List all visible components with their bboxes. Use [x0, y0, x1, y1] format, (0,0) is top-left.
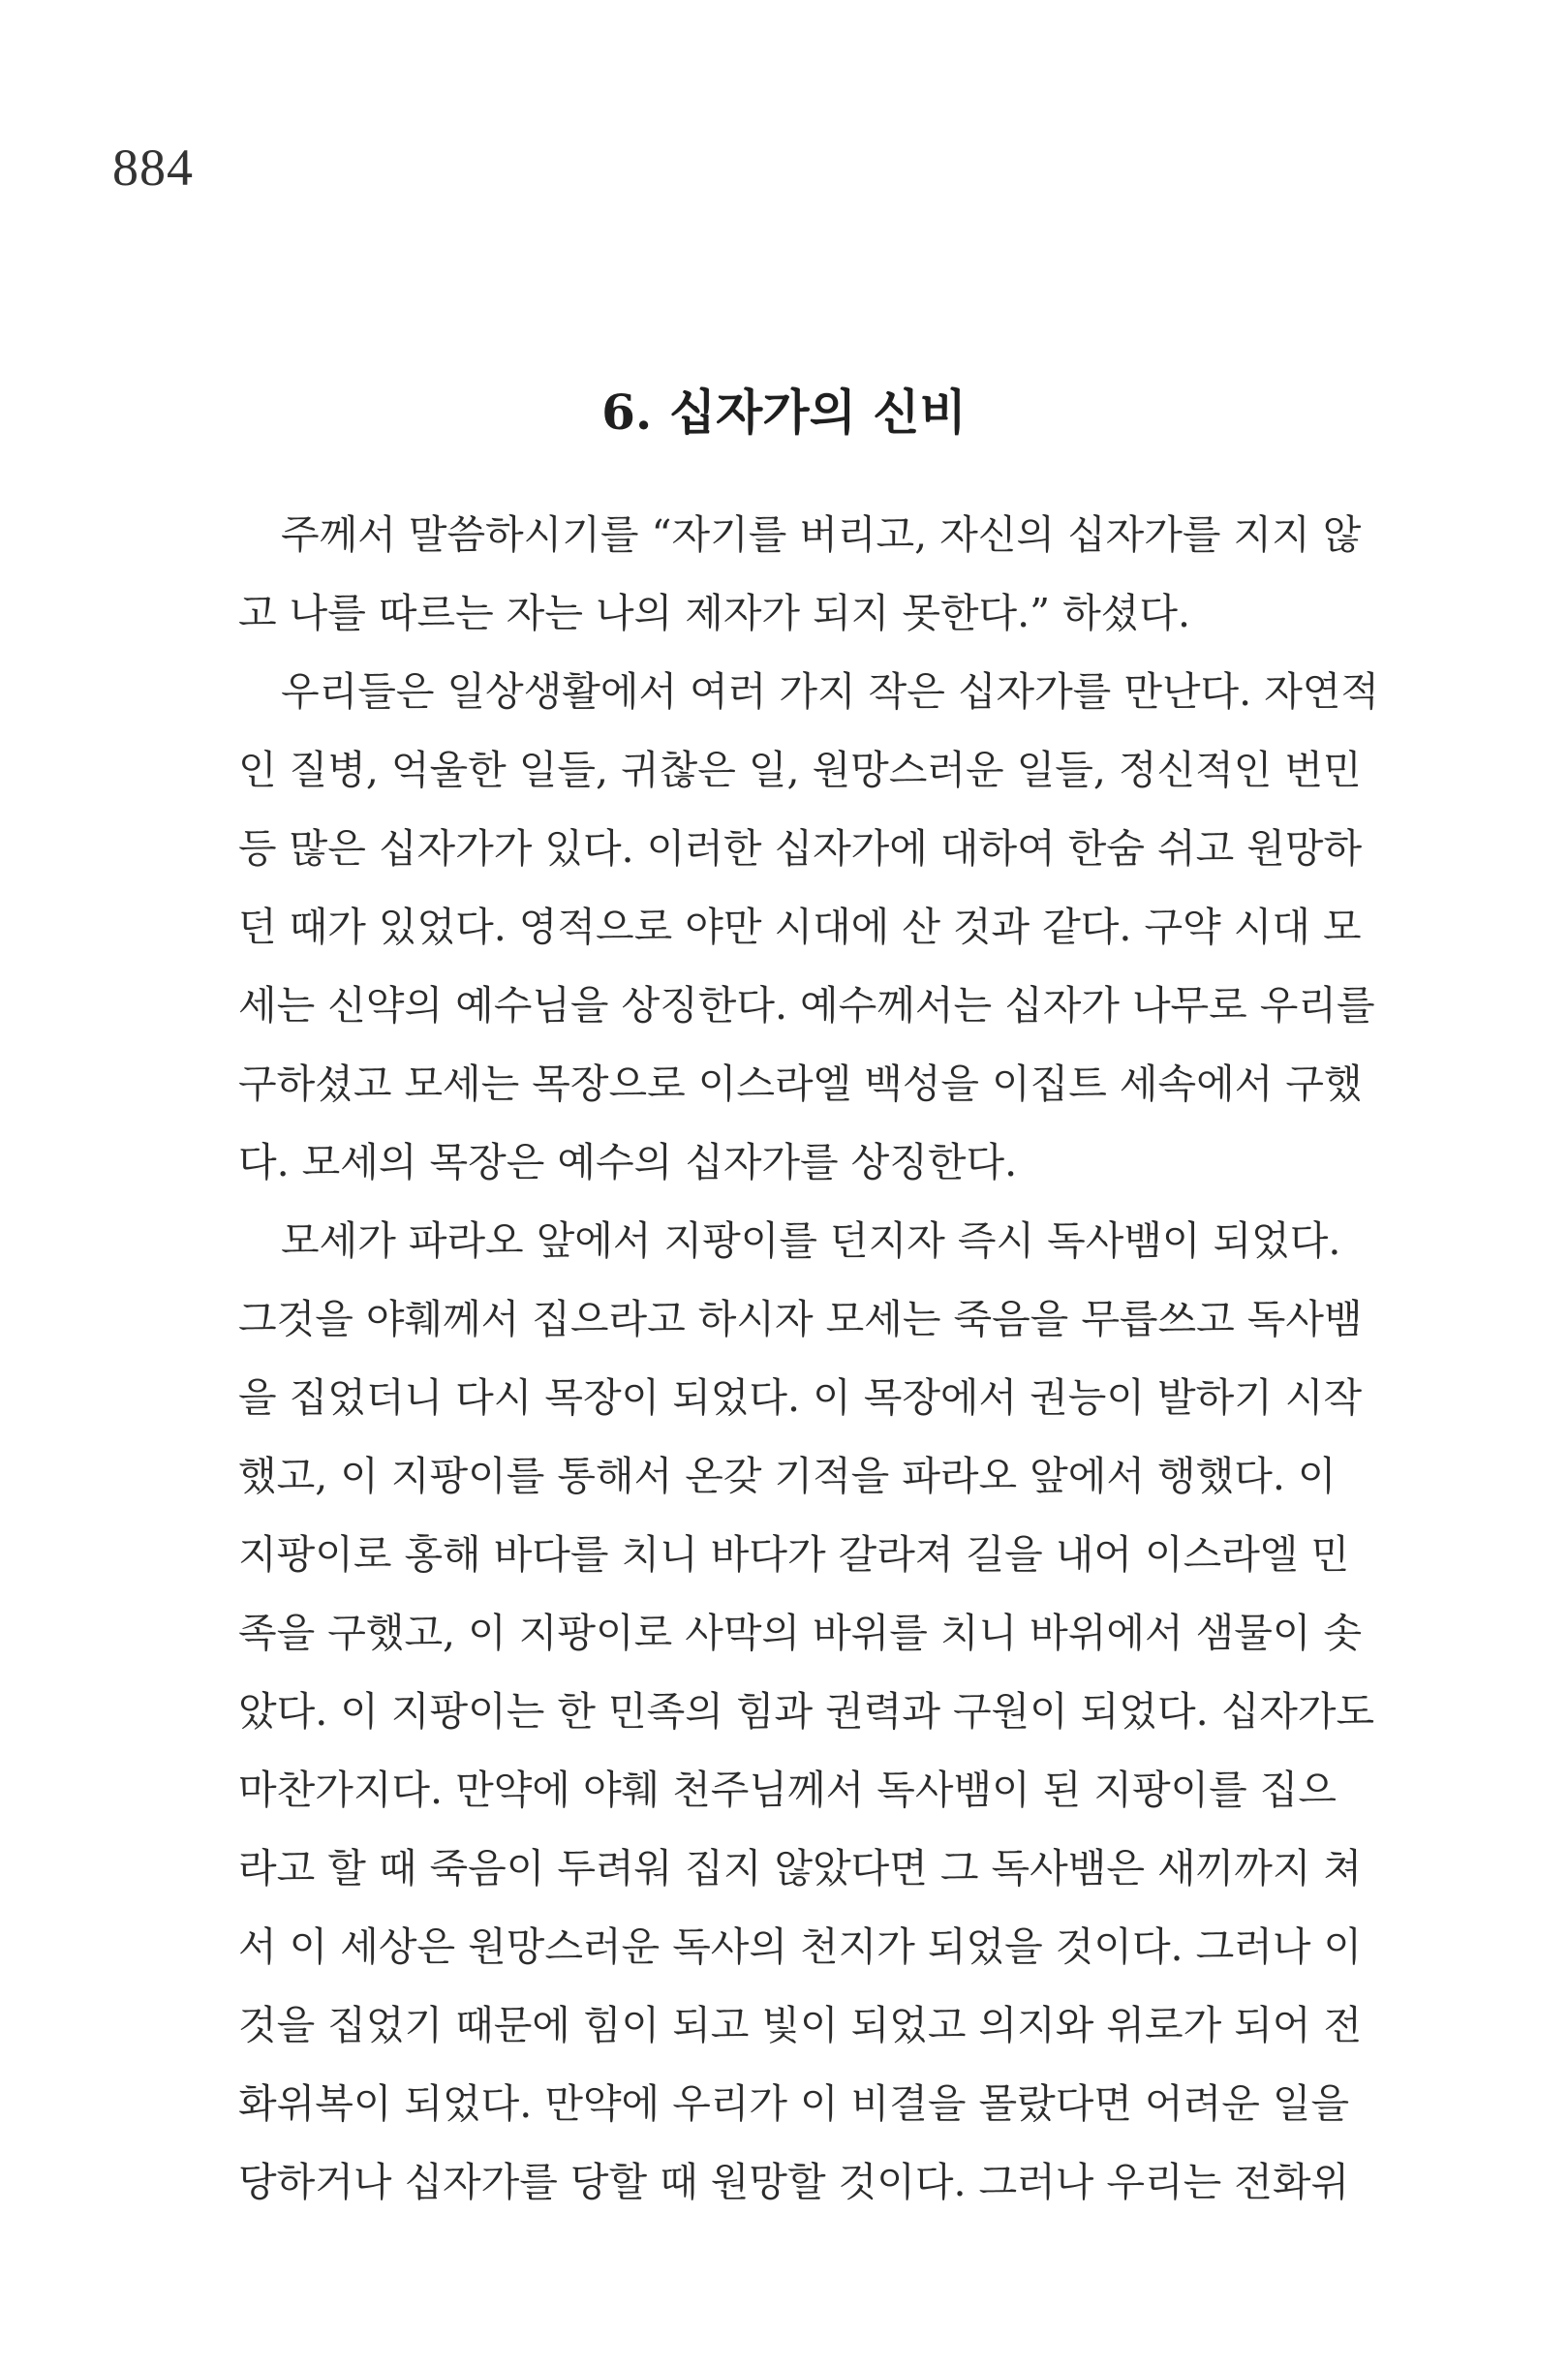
- text-line: 았다. 이 지팡이는 한 민족의 힘과 권력과 구원이 되었다. 십자가도: [238, 1688, 1375, 1735]
- text-line: 던 때가 있었다. 영적으로 야만 시대에 산 것과 같다. 구약 시대 모: [238, 904, 1362, 950]
- chapter-title: 6. 십자가의 신비: [601, 383, 967, 441]
- text-line: 화위복이 되었다. 만약에 우리가 이 비결을 몰랐다면 어려운 일을: [238, 2080, 1350, 2127]
- paragraph: [238, 653, 1380, 1202]
- text-line: 다. 모세의 목장은 예수의 십자가를 상징한다.: [238, 1139, 1018, 1185]
- text-line: 서 이 세상은 원망스러운 독사의 천지가 되었을 것이다. 그러나 이: [238, 1923, 1363, 1970]
- text-line: 것을 집었기 때문에 힘이 되고 빛이 되었고 의지와 위로가 되어 전: [238, 2002, 1363, 2048]
- text-line: 당하거나 십자가를 당할 때 원망할 것이다. 그러나 우리는 전화위: [238, 2159, 1350, 2205]
- text-line: 등 많은 십자가가 있다. 이러한 십자가에 대하여 한숨 쉬고 원망하: [238, 825, 1363, 872]
- body-text: [238, 496, 1380, 2222]
- text-line: 그것을 야훼께서 집으라고 하시자 모세는 죽음을 무릅쓰고 독사뱀: [238, 1296, 1363, 1342]
- text-line: 인 질병, 억울한 일들, 귀찮은 일, 원망스러운 일들, 정신적인 번민: [238, 747, 1362, 793]
- text-line: 라고 할 때 죽음이 두려워 집지 않았다면 그 독사뱀은 새끼까지 쳐: [238, 1845, 1363, 1891]
- text-line: 주께서 말씀하시기를 “자기를 버리고, 자신의 십자가를 지지 않: [281, 511, 1362, 558]
- text-line: 세는 신약의 예수님을 상징한다. 예수께서는 십자가 나무로 우리를: [238, 982, 1375, 1029]
- paragraph: [238, 496, 1362, 653]
- page-number: 884: [112, 138, 194, 197]
- text-line: 우리들은 일상생활에서 여러 가지 작은 십자가를 만난다. 자연적: [281, 668, 1380, 715]
- text-line: 지팡이로 홍해 바다를 치니 바다가 갈라져 길을 내어 이스라엘 민: [238, 1531, 1350, 1578]
- text-line: 모세가 파라오 앞에서 지팡이를 던지자 즉시 독사뱀이 되었다.: [281, 1217, 1341, 1264]
- text-line: 했고, 이 지팡이를 통해서 온갖 기적을 파라오 앞에서 행했다. 이: [238, 1453, 1337, 1499]
- text-line: 고 나를 따르는 자는 나의 제자가 되지 못한다.” 하셨다.: [238, 590, 1191, 636]
- paragraph: [238, 1202, 1375, 2222]
- text-line: 마찬가지다. 만약에 야훼 천주님께서 독사뱀이 된 지팡이를 집으: [238, 1767, 1337, 1813]
- text-line: 구하셨고 모세는 목장으로 이스라엘 백성을 이집트 세속에서 구했: [238, 1061, 1363, 1107]
- text-line: 을 집었더니 다시 목장이 되었다. 이 목장에서 권능이 발하기 시작: [238, 1374, 1363, 1421]
- text-line: 족을 구했고, 이 지팡이로 사막의 바위를 치니 바위에서 샘물이 솟: [238, 1610, 1363, 1656]
